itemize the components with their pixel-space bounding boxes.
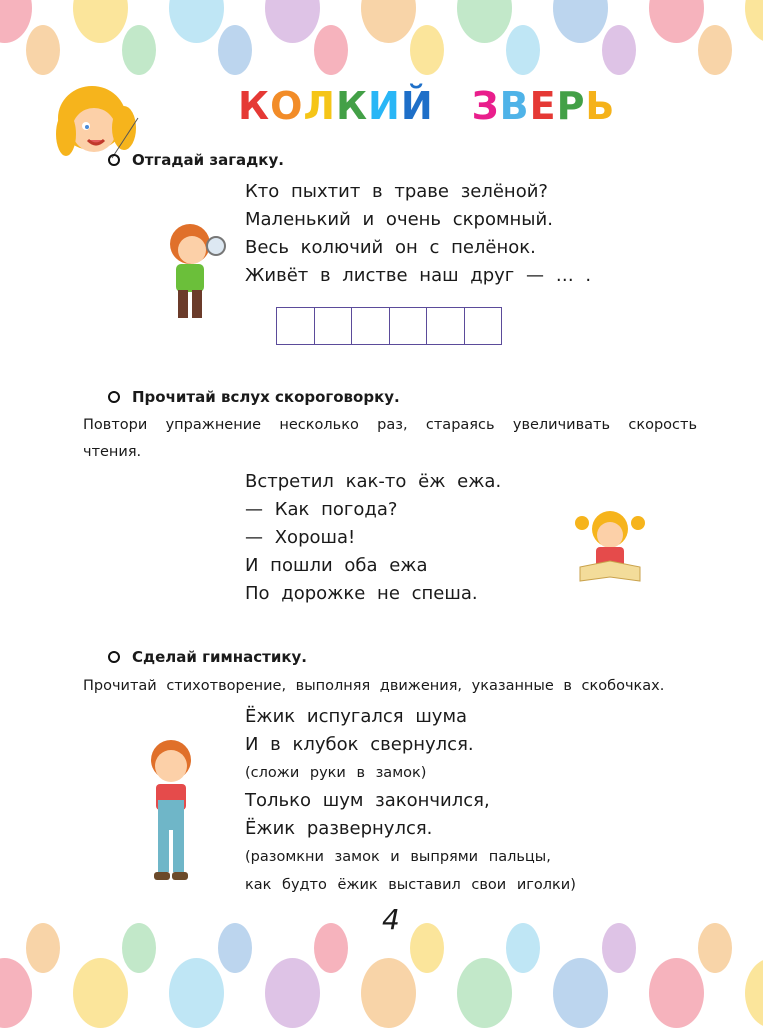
title-letter: О <box>270 84 303 128</box>
title-letter: Е <box>530 84 557 128</box>
girl-reading-illustration <box>574 505 646 585</box>
decorative-dot <box>506 923 540 973</box>
decorative-dot <box>361 958 416 1028</box>
poem-line: Только шум закончился, <box>245 787 576 815</box>
decorative-dot <box>26 25 60 75</box>
decorative-dot <box>265 958 320 1028</box>
decorative-dot <box>457 0 512 43</box>
poem-line: Ёжик развернулся. <box>245 815 576 843</box>
decorative-dot <box>649 958 704 1028</box>
heading-text: Сделай гимнастику. <box>132 648 307 666</box>
answer-box[interactable] <box>315 308 353 344</box>
decorative-dot <box>265 0 320 43</box>
decorative-dot <box>73 0 128 43</box>
decorative-dot <box>26 923 60 973</box>
decorative-dot <box>649 0 704 43</box>
decorative-dot <box>122 25 156 75</box>
decorative-dot <box>122 923 156 973</box>
decorative-dot <box>0 958 32 1028</box>
poem-line: — Как погода? <box>245 496 501 524</box>
decorative-dot <box>553 0 608 43</box>
decorative-dot <box>745 0 763 43</box>
title-letter: Ь <box>585 84 615 128</box>
poem-line: Ёжик испугался шума <box>245 703 576 731</box>
answer-box[interactable] <box>465 308 502 344</box>
decorative-dot <box>314 923 348 973</box>
answer-box[interactable] <box>352 308 390 344</box>
answer-box[interactable] <box>427 308 465 344</box>
poem-line: (сложи руки в замок) <box>245 759 576 787</box>
poem-line: как будто ёжик выставил свои иголки) <box>245 871 576 899</box>
answer-box[interactable] <box>390 308 428 344</box>
poem-line: Кто пыхтит в траве зелёной? <box>245 178 591 206</box>
title-letter: Й <box>401 84 434 128</box>
section-heading-gymnastics <box>108 648 307 666</box>
decorative-dot <box>553 958 608 1028</box>
title-letter: К <box>238 84 270 128</box>
bullet-icon <box>108 651 120 663</box>
decorative-dot <box>0 0 32 43</box>
decorative-dot <box>73 958 128 1028</box>
decorative-dot <box>218 25 252 75</box>
decorative-dot <box>506 25 540 75</box>
title-letter: В <box>500 84 530 128</box>
boy-magnifier-illustration <box>148 222 238 322</box>
decorative-dot <box>361 0 416 43</box>
poem-line: Встретил как-то ёж ежа. <box>245 468 501 496</box>
heading-text: Прочитай вслух скороговорку. <box>132 388 400 406</box>
instruction-text: Прочитай стихотворение, выполняя движения, указанные в скобочках. <box>83 673 697 700</box>
decorative-dot <box>698 25 732 75</box>
poem-line: (разомкни замок и выпрями пальцы, <box>245 843 576 871</box>
bullet-icon <box>108 154 120 166</box>
decorative-dot <box>218 923 252 973</box>
page-number: 4 <box>382 903 400 936</box>
decorative-dot <box>169 0 224 43</box>
tongue-twister-poem <box>245 468 501 608</box>
title-letter: И <box>368 84 401 128</box>
poem-line: И в клубок свернулся. <box>245 731 576 759</box>
gymnastics-poem <box>245 703 576 899</box>
boy-standing-illustration <box>140 738 202 888</box>
decorative-dot <box>169 958 224 1028</box>
decorative-dot <box>602 25 636 75</box>
poem-line: Весь колючий он с пелёнок. <box>245 234 591 262</box>
decorative-dot <box>602 923 636 973</box>
section-heading-riddle <box>108 151 284 169</box>
decorative-dot <box>410 923 444 973</box>
instruction-text: Повтори упражнение несколько раз, стараясь увеличивать скорость чтения. <box>83 412 697 466</box>
decorative-dot <box>457 958 512 1028</box>
page-title <box>238 84 615 128</box>
bullet-icon <box>108 391 120 403</box>
decorative-dot <box>410 25 444 75</box>
title-letter: З <box>472 84 500 128</box>
section-heading-tongue-twister <box>108 388 400 406</box>
poem-line: По дорожке не спеша. <box>245 580 501 608</box>
decorative-dot <box>314 25 348 75</box>
answer-boxes[interactable] <box>276 307 502 345</box>
decorative-dot <box>745 958 763 1028</box>
title-letter: Л <box>303 84 336 128</box>
poem-line: И пошли оба ежа <box>245 552 501 580</box>
title-letter: Р <box>557 84 586 128</box>
answer-box[interactable] <box>277 308 315 344</box>
poem-line: Живёт в листве наш друг — … . <box>245 262 591 290</box>
title-letter: К <box>336 84 368 128</box>
poem-line: Маленький и очень скромный. <box>245 206 591 234</box>
poem-line: — Хороша! <box>245 524 501 552</box>
heading-text: Отгадай загадку. <box>132 151 284 169</box>
decorative-dot <box>698 923 732 973</box>
riddle-poem <box>245 178 591 290</box>
